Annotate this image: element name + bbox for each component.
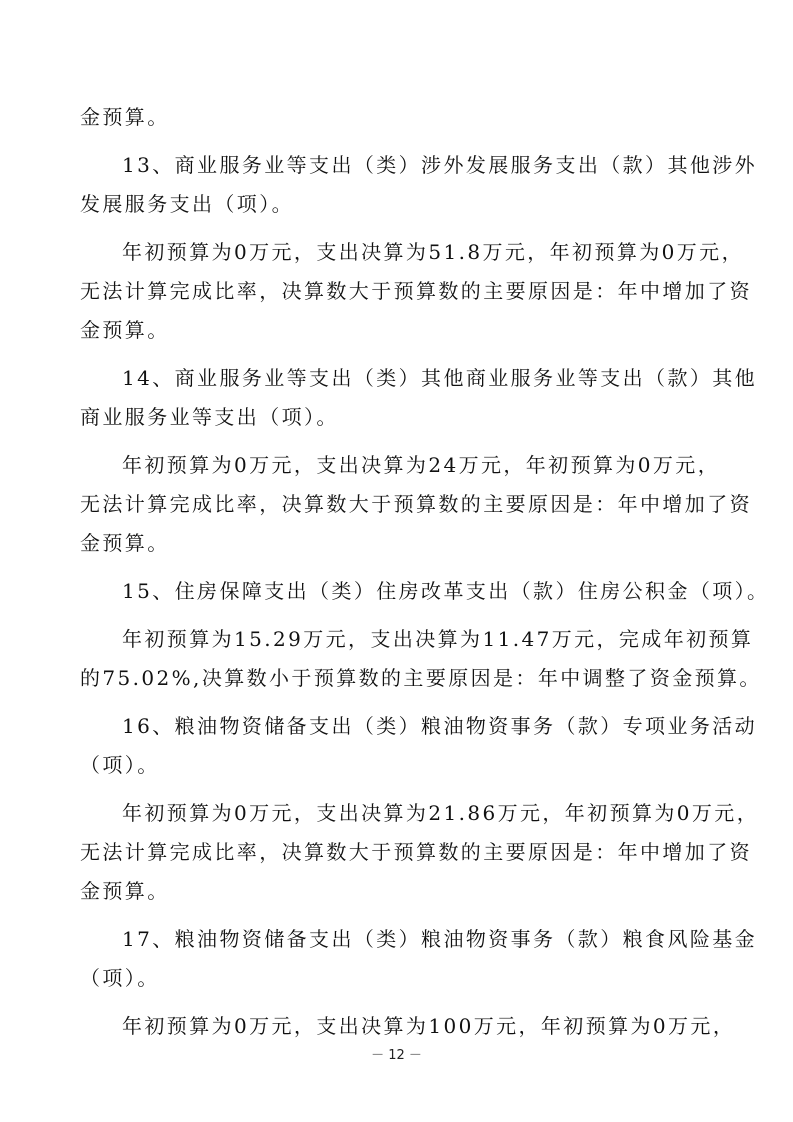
paragraph-line: （项）。 [80,753,160,777]
paragraph-line: 的75.02%,决算数小于预算数的主要原因是：年中调整了资金预算。 [80,666,762,690]
item-15-body: 年初预算为15.29万元，支出决算为11.47万元，完成年初预算 [122,627,754,651]
item-13-heading: 13、商业服务业等支出（类）涉外发展服务支出（款）其他涉外 [122,153,758,177]
paragraph-line: （项）。 [80,966,160,990]
item-15-heading: 15、住房保障支出（类）住房改革支出（款）住房公积金（项）。 [122,579,770,603]
paragraph-line: 金预算。 [80,879,170,903]
paragraph-line: 无法计算完成比率，决算数大于预算数的主要原因是：年中增加了资 [80,279,752,303]
paragraph-line: 商业服务业等支出（项）。 [80,405,339,429]
paragraph-line: 无法计算完成比率，决算数大于预算数的主要原因是：年中增加了资 [80,840,752,864]
item-17-heading: 17、粮油物资储备支出（类）粮油物资事务（款）粮食风险基金 [122,927,758,951]
paragraph-line: 金预算。 [80,531,170,555]
paragraph-line: 金预算。 [80,105,170,129]
item-17-body: 年初预算为0万元，支出决算为100万元，年初预算为0万元， [122,1014,736,1038]
paragraph-line: 发展服务支出（项）。 [80,192,294,216]
item-16-body: 年初预算为0万元，支出决算为21.86万元，年初预算为0万元， [122,801,760,825]
item-16-heading: 16、粮油物资储备支出（类）粮油物资事务（款）专项业务活动 [122,714,758,738]
item-14-heading: 14、商业服务业等支出（类）其他商业服务业等支出（款）其他 [122,366,758,390]
paragraph-line: 无法计算完成比率，决算数大于预算数的主要原因是：年中增加了资 [80,492,752,516]
item-14-body: 年初预算为0万元，支出决算为24万元，年初预算为0万元， [122,453,721,477]
paragraph-line: 金预算。 [80,318,170,342]
item-13-body: 年初预算为0万元，支出决算为51.8万元，年初预算为0万元， [122,240,744,264]
page-number: － 12 － [371,1048,422,1063]
